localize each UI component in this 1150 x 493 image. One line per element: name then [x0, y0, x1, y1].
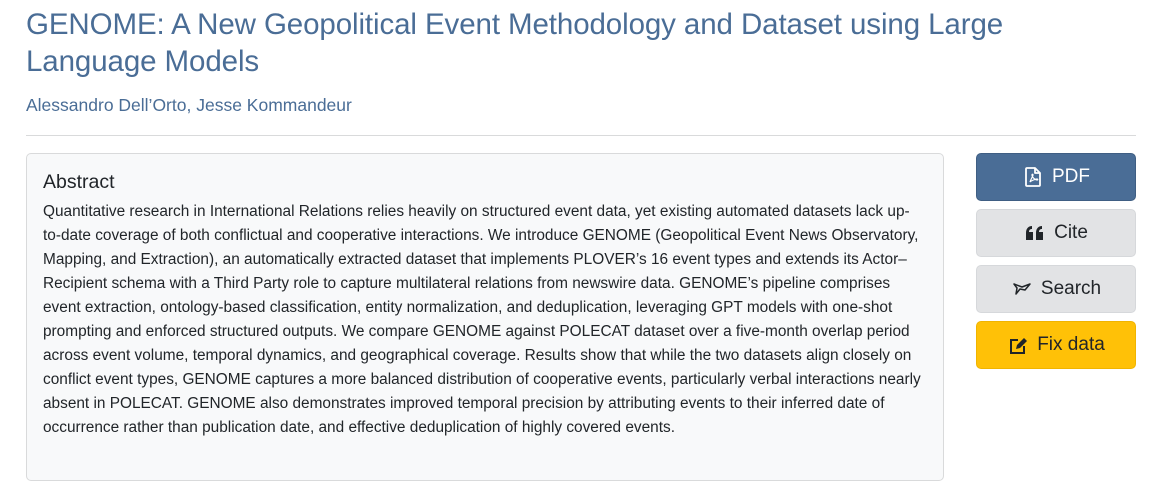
fix-data-button-label: Fix data — [1037, 334, 1105, 355]
search-button-label: Search — [1040, 278, 1102, 299]
paper-title: GENOME: A New Geopolitical Event Methodology and Dataset using Large Language Models — [26, 8, 1004, 78]
author-separator: , — [186, 95, 197, 115]
file-pdf-icon — [1022, 166, 1044, 188]
divider — [26, 135, 1136, 136]
pdf-button[interactable] — [976, 153, 1136, 201]
abstract-text: Quantitative research in International Relations relies heavily on structured event data, yet existing automated datasets lack up-to-date coverage of both conflictual and cooperative interactions. We introduce GENOME (Geopolitical Event News Observatory, Mapping, and Extraction), an automatically extracted dataset that implements PLOVER’s 16 event types and extends its Actor–Recipient schema with a Third Party role to capture multilateral relations from newswire data. GENOME’s pipeline comprises event extraction, ontology-based classification, entity normalization, and deduplication, leveraging GPT models with one-shot prompting and enforced structured outputs. We compare GENOME against POLECAT dataset over a five-month overlap period across event volume, temporal dynamics, and geographical coverage. Results show that while the two datasets align closely on conflict event types, GENOME captures a more balanced distribution of cooperative events, particularly verbal interactions nearly absent in POLECAT. GENOME also demonstrates improved temporal precision by attributing events to their inferred date of occurrence rather than publication date, and effective deduplication of highly covered events. — [43, 203, 921, 436]
quote-icon — [1024, 222, 1046, 244]
abstract-card — [26, 153, 944, 481]
fix-data-button[interactable] — [976, 321, 1136, 369]
cite-button[interactable] — [976, 209, 1136, 257]
cite-button-label: Cite — [1054, 222, 1088, 243]
author-list — [26, 94, 352, 116]
search-button[interactable] — [976, 265, 1136, 313]
search-icon — [1011, 278, 1033, 300]
pdf-button-label: PDF — [1052, 166, 1090, 187]
author-link[interactable]: Alessandro Dell’Orto — [26, 95, 187, 115]
author-link[interactable]: Jesse Kommandeur — [196, 95, 352, 115]
action-buttons — [976, 153, 1136, 377]
edit-icon — [1007, 334, 1029, 356]
abstract-heading: Abstract — [43, 171, 115, 193]
